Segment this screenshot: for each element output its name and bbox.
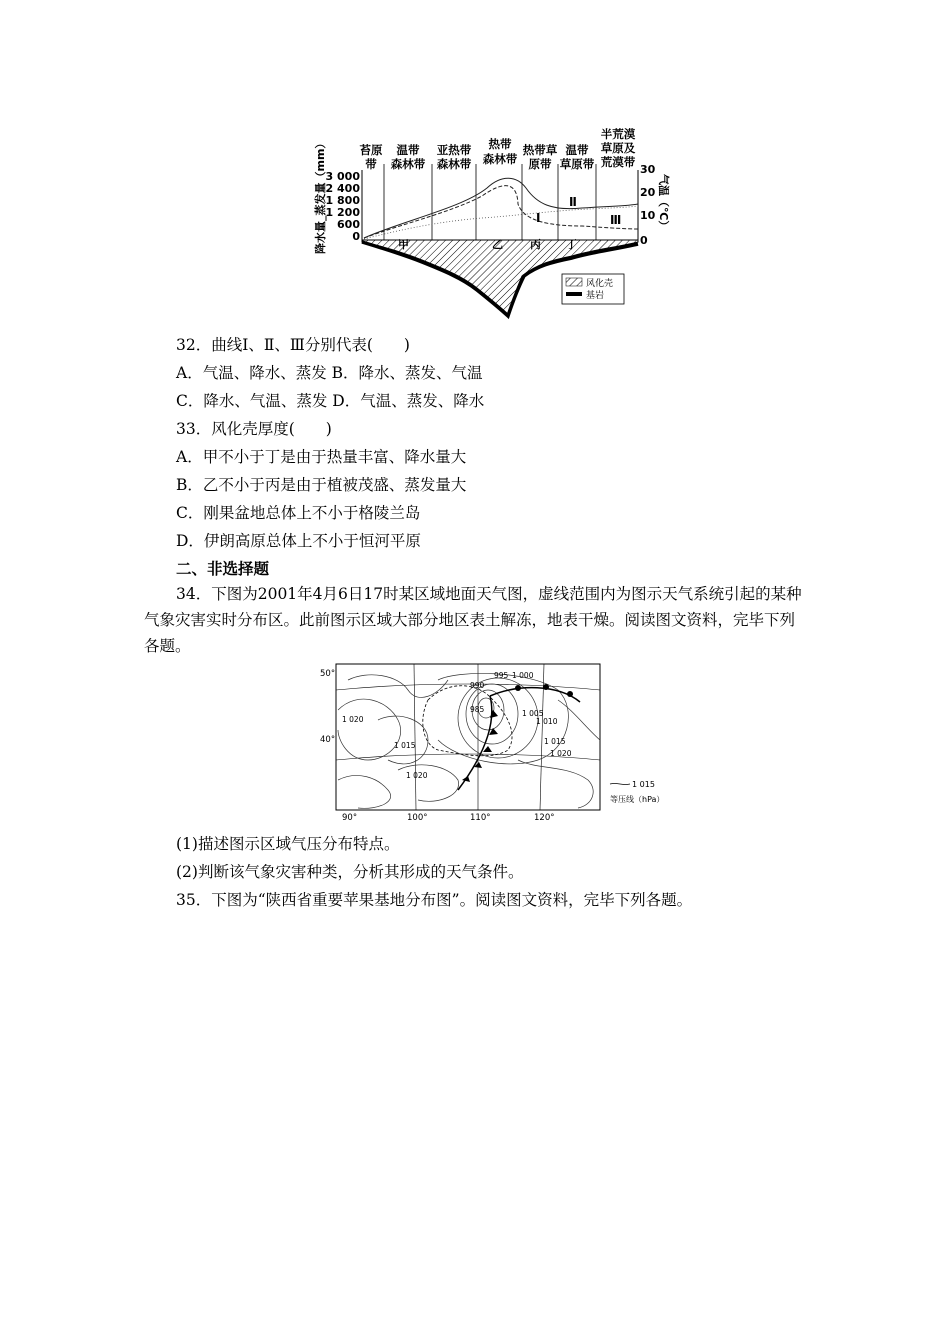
isobar-value: 990 xyxy=(470,681,485,690)
isobar-value: 1 020 xyxy=(406,771,428,780)
curve-label: Ⅲ xyxy=(610,213,622,227)
zone-label: 半荒漠 xyxy=(600,127,636,141)
zone-label: 草原带 xyxy=(559,157,595,171)
zone-label: 热带 xyxy=(488,137,512,151)
legend-label: 风化壳 xyxy=(586,279,614,289)
warm-front-semicircle xyxy=(543,684,549,690)
surface-weather-map-figure xyxy=(318,660,678,824)
position-label: 乙 xyxy=(492,238,503,251)
isobar-value: 1 000 xyxy=(512,671,534,680)
isobar-value: 1 015 xyxy=(544,737,566,746)
question-33-option-c: C．刚果盆地总体上不小于格陵兰岛 xyxy=(176,504,421,522)
legend-bedrock-swatch xyxy=(566,292,582,296)
zone-label: 带 xyxy=(365,157,377,171)
vegetation-zone-profile-figure xyxy=(312,126,672,322)
zone-label: 亚热带 xyxy=(436,143,472,157)
left-tick: 2 400 xyxy=(325,182,360,195)
isobar-value: 1 020 xyxy=(342,715,364,724)
position-label: 甲 xyxy=(398,238,409,251)
zone-label: 森林带 xyxy=(390,157,426,171)
right-tick: 30 xyxy=(640,163,656,176)
question-33-stem: 33．风化壳厚度( ) xyxy=(176,420,332,438)
longitude-label: 120° xyxy=(534,813,555,823)
right-tick: 10 xyxy=(640,209,656,222)
isobar-value: 985 xyxy=(470,705,485,714)
left-tick: 600 xyxy=(337,218,360,231)
latitude-label: 50° xyxy=(320,669,336,679)
question-32-stem: 32．曲线Ⅰ、Ⅱ、Ⅲ分别代表( ) xyxy=(176,336,410,354)
isobar-value: 1 015 xyxy=(394,741,416,750)
isobar-value: 1 005 xyxy=(522,709,544,718)
zone-label: 温带 xyxy=(565,143,589,157)
zone-label: 草原及 xyxy=(600,141,636,155)
curve-label: Ⅱ xyxy=(569,195,577,209)
question-34-sub-1: (1)描述图示区域气压分布特点。 xyxy=(176,835,400,853)
question-33-option-a: A．甲不小于丁是由于热量丰富、降水量大 xyxy=(176,448,467,466)
legend-hatch-swatch xyxy=(566,278,582,286)
zone-label: 苔原 xyxy=(359,143,383,157)
position-label: 丙 xyxy=(530,238,541,251)
latitude-label: 40° xyxy=(320,735,336,745)
longitude-label: 90° xyxy=(342,813,358,823)
right-tick: 20 xyxy=(640,186,656,199)
curve-evaporation xyxy=(364,186,638,238)
legend-isobar-value: 1 015 xyxy=(632,780,655,789)
left-axis-label: 降水量_蒸发量（mm） xyxy=(314,137,327,254)
question-33-option-b: B．乙不小于丙是由于植被茂盛、蒸发量大 xyxy=(176,476,467,494)
isobar-value: 995 xyxy=(494,671,509,680)
question-34-sub-2: (2)判断该气象灾害种类，分析其形成的天气条件。 xyxy=(176,863,524,881)
left-tick: 1 200 xyxy=(325,206,360,219)
question-33-option-d: D．伊朗高原总体上不小于恒河平原 xyxy=(176,532,421,550)
warm-front-semicircle xyxy=(515,685,521,691)
right-tick: 0 xyxy=(640,234,648,247)
zone-label: 原带 xyxy=(528,157,552,171)
zone-label: 荒漠带 xyxy=(600,155,636,169)
zone-label: 森林带 xyxy=(436,157,472,171)
question-32-options-cd: C．降水、气温、蒸发 D．气温、蒸发、降水 xyxy=(176,392,485,410)
question-35-stem: 35．下图为“陕西省重要苹果基地分布图”。阅读图文资料，完毕下列各题。 xyxy=(176,891,693,909)
longitude-label: 110° xyxy=(470,813,491,823)
curve-label: Ⅰ xyxy=(536,211,541,225)
right-axis-label: 气温（℃） xyxy=(657,174,670,232)
isobar-value: 1 020 xyxy=(550,749,572,758)
warm-front-semicircle xyxy=(567,691,573,697)
left-tick: 1 800 xyxy=(325,194,360,207)
position-label: 丁 xyxy=(566,238,577,251)
isobar-value: 1 010 xyxy=(536,717,558,726)
longitude-label: 100° xyxy=(407,813,428,823)
question-34-stem: 34．下图为2001年4月6日17时某区域地面天气图，虚线范围内为图示天气系统引起的某种气象灾害实时分布区。此前图示区域大部分地区表土解冻，地表干燥。阅读图文资料，完毕下列各题。 xyxy=(144,585,802,655)
question-32-options-ab: A．气温、降水、蒸发 B．降水、蒸发、气温 xyxy=(176,364,483,382)
legend-text: 等压线（hPa） xyxy=(610,795,665,804)
zone-label: 温带 xyxy=(396,143,420,157)
zone-label: 森林带 xyxy=(482,152,518,166)
left-tick: 3 000 xyxy=(325,170,360,183)
legend-label: 基岩 xyxy=(586,291,605,301)
left-tick: 0 xyxy=(352,230,360,243)
legend-isobar-line xyxy=(610,783,630,784)
zone-label: 热带草 xyxy=(522,143,558,157)
section-heading: 二、非选择题 xyxy=(176,559,270,578)
